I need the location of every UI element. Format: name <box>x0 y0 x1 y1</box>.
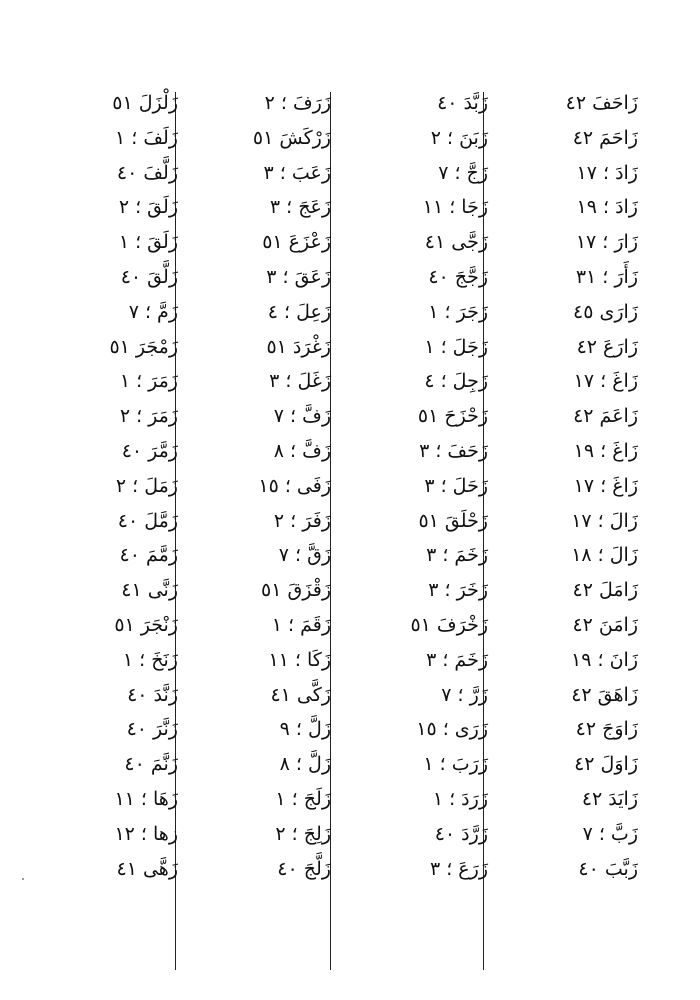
entry: زَلَّقَ ٤٠ <box>120 265 178 288</box>
entry: زَلَّفَ ٤٠ <box>116 161 178 184</box>
entry: زَالَ ؛ ١٧ <box>571 509 638 532</box>
entry: زَمَّلَ ٤٠ <box>117 509 178 532</box>
entry: زَلَّ ؛ ٩ <box>279 718 331 741</box>
entry: زَخَمَ ؛ ٣ <box>426 648 488 671</box>
entry: زَرْكَشَ ٥١ <box>252 126 331 149</box>
entry: زَمَرَ ؛ ١ <box>119 370 178 393</box>
entry: زَعْزَعَ ٥١ <box>262 231 331 254</box>
entry: زَلَقَ ؛ ١ <box>118 231 178 254</box>
entry: زَقْزَقَ ٥١ <box>261 579 331 602</box>
entry: زَجَلَ ؛ ١ <box>424 335 488 358</box>
entry: زَرَى ؛ ١٥ <box>416 718 488 741</box>
entry: زَهَّى ٤١ <box>116 857 178 880</box>
entry: زَاغَ ؛ ١٩ <box>573 439 638 462</box>
entry: زَانَ ؛ ١٩ <box>571 648 638 671</box>
entry: زَنَّمَ ٤٠ <box>124 753 178 776</box>
entry: زَجَا ؛ ١١ <box>422 196 488 219</box>
entry: زَاهَقَ ٤٢ <box>571 683 638 706</box>
entry: زَغْرَدَ ٥١ <box>266 335 331 358</box>
entry: زَادَ ؛ ١٧ <box>576 161 638 184</box>
entry: زَاعَمَ ٤٢ <box>573 405 638 428</box>
stray-dot <box>22 878 24 880</box>
entry: زَجَّى ٤١ <box>424 231 488 254</box>
entry: زَنَّرَ ٤٠ <box>126 718 178 741</box>
entry: زَنَخَ ؛ ١ <box>122 648 178 671</box>
entry: زَعَبَ ؛ ٣ <box>263 161 331 184</box>
entry: زَلَّجَ ٤٠ <box>277 857 331 880</box>
entry: زَرَبَ ؛ ١ <box>423 753 488 776</box>
entry: زَمَّمَ ٤٠ <box>119 544 178 567</box>
entry: زَايَدَ ٤٢ <box>581 787 638 810</box>
entry: زَحْزَحَ ٥١ <box>417 405 488 428</box>
entry: زَكَّى ٤١ <box>270 683 331 706</box>
entry: زَلَفَ ؛ ١ <box>115 126 178 149</box>
entry: زَجِلَ ؛ ٤ <box>424 370 488 393</box>
entry: زَبَّ ؛ ٧ <box>582 822 638 845</box>
entry: زَاغَ ؛ ١٧ <box>573 370 638 393</box>
entry: زَفَّ ؛ ٧ <box>273 405 331 428</box>
entry: زَرَّدَ ٤٠ <box>434 822 488 845</box>
entry: زَنَّى ٤١ <box>121 579 178 602</box>
entry: زَعَجَ ؛ ٣ <box>269 196 331 219</box>
entry: زَقَمَ ؛ ١ <box>271 613 331 636</box>
entry: زَعَقَ ؛ ٣ <box>266 265 331 288</box>
entry: زَرَفَ ؛ ٢ <box>264 92 331 114</box>
entry: زَلَقَ ؛ ٢ <box>118 196 178 219</box>
entry: زَلْزَلَ ٥١ <box>112 92 178 114</box>
entry: زَبَّبَ ٤٠ <box>578 857 638 880</box>
entry: زَخَرَ ؛ ٣ <box>428 579 488 602</box>
entry: زَهَا ؛ ١١ <box>114 787 178 810</box>
entry: زَجَرَ ؛ ١ <box>428 300 488 323</box>
entry: زَلَجَ ؛ ١ <box>275 787 331 810</box>
column-1 <box>490 86 640 886</box>
entry: زَاوَجَ ٤٢ <box>575 718 638 741</box>
entry: زَرَعَ ؛ ٣ <box>429 857 488 880</box>
entry: زَخْرَفَ ٥١ <box>410 613 488 636</box>
entry: زَلَّ ؛ ٨ <box>279 753 331 776</box>
entry: زَفَرَ ؛ ٢ <box>273 509 331 532</box>
entry: زَنْجَرَ ٥١ <box>114 613 178 636</box>
entry: زَحَلَ ؛ ٣ <box>424 474 488 497</box>
entry: زَرَدَ ؛ ١ <box>432 787 488 810</box>
entry: زَاغَ ؛ ١٧ <box>573 474 638 497</box>
entry: زَامَنَ ٤٢ <box>572 613 638 636</box>
entry: زَامَلَ ٤٢ <box>572 579 638 602</box>
entry: زَكَا ؛ ١١ <box>268 648 331 671</box>
entry: زَمَرَ ؛ ٢ <box>119 405 178 428</box>
column-2 <box>340 86 490 886</box>
entry: زَلِجَ ؛ ٢ <box>275 822 331 845</box>
entry: زَغَلَ ؛ ٣ <box>269 370 331 393</box>
entry: زَجَّجَ ٤٠ <box>428 265 488 288</box>
entry: زَخَمَ ؛ ٣ <box>426 544 488 567</box>
entry: زَارَ ؛ ١٧ <box>575 231 638 254</box>
entry: زَمَّ ؛ ٧ <box>128 300 178 323</box>
entry: زَارَى ٤٥ <box>573 300 638 323</box>
entry: زَبَّدَ ٤٠ <box>437 92 488 114</box>
entry: زَمَّرَ ٤٠ <box>121 439 178 462</box>
entry: زَحْلَقَ ٥١ <box>418 509 488 532</box>
entry: زَادَ ؛ ١٩ <box>576 196 638 219</box>
entry: زَفَى ؛ ١٥ <box>258 474 331 497</box>
entry: زَفَّ ؛ ٨ <box>273 439 331 462</box>
entry: زَاوَلَ ٤٢ <box>574 753 638 776</box>
column-4 <box>30 86 180 886</box>
entry: زَاحَفَ ٤٢ <box>565 92 638 114</box>
entry: زَنَّدَ ٤٠ <box>127 683 178 706</box>
entry: زَرَّ ؛ ٧ <box>441 683 488 706</box>
entry: زها ؛ ١٢ <box>114 822 178 845</box>
entry: زَحَفَ ؛ ٣ <box>419 439 488 462</box>
entry: زَارَعَ ٤٢ <box>576 335 638 358</box>
column-3 <box>183 86 333 886</box>
entry: زَمَلَ ؛ ٢ <box>115 474 178 497</box>
entry: زَمْجَرَ ٥١ <box>109 335 178 358</box>
entry: زَقَّ ؛ ٧ <box>278 544 331 567</box>
entry: زَعِلَ ؛ ٤ <box>267 300 331 323</box>
entry: زَجَّ ؛ ٧ <box>438 161 488 184</box>
entry: زَبَنَ ؛ ٢ <box>430 126 488 149</box>
entry: زَأَرَ ؛ ٣١ <box>575 265 638 288</box>
entry: زَالَ ؛ ١٨ <box>571 544 638 567</box>
entry: زَاحَمَ ٤٢ <box>572 126 638 149</box>
